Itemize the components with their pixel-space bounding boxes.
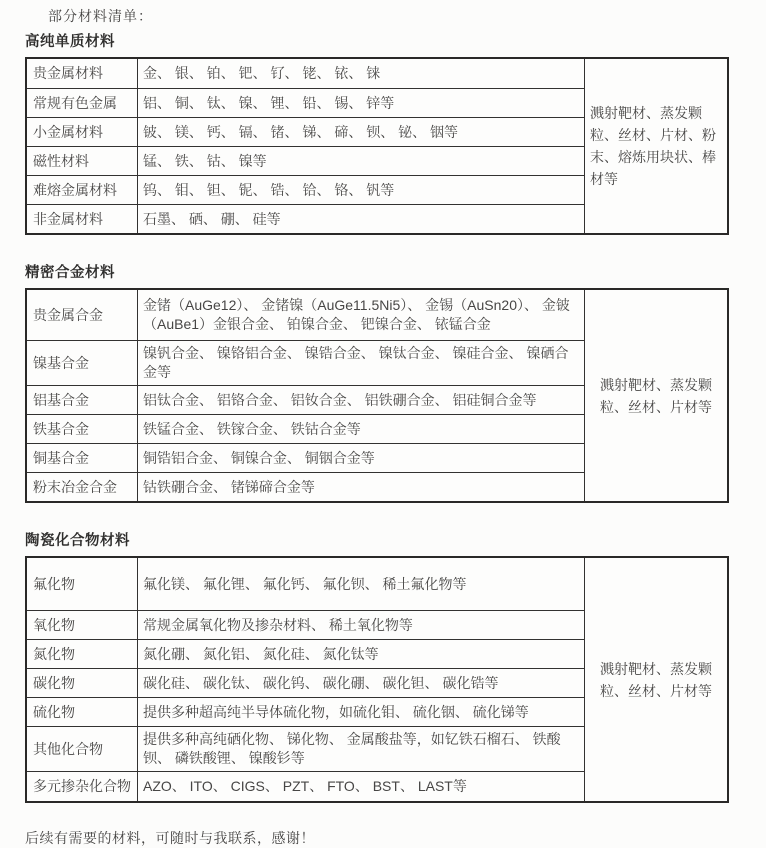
category-cell: 氧化物 [27,611,138,639]
items-cell: 金、 银、 铂、 钯、 钌、 铑、 铱、 铼 [143,65,381,81]
table-row [27,443,584,472]
items-cell: 钨、 钼、 钽、 铌、 锆、 铪、 铬、 钒等 [143,181,395,198]
category-cell: 难熔金属材料 [27,176,138,204]
items-cell: 提供多种高纯硒化物、 锑化物、 金属酸盐等，如钇铁石榴石、 铁酸钡、 磷铁酸锂、 镍酸钐等 [143,731,561,766]
items-cell: 氮化硼、 氮化铝、 氮化硅、 氮化钛等 [143,645,379,662]
table-row [27,771,584,801]
table-row [27,610,584,639]
table-main-columns [27,290,584,501]
category-cell: 贵金属合金 [27,290,138,340]
table-row [27,117,584,146]
category-cell: 氟化物 [27,558,138,610]
table-row [27,472,584,501]
items-cell: 石墨、 硒、 硼、 硅等 [143,210,281,227]
side-note-cell: 溅射靶材、蒸发颗粒、丝材、片材等 [584,290,727,501]
section-heading: 高纯单质材料 [25,34,115,50]
table-high-purity-elements [25,57,729,235]
items-cell: 金锗（AuGe12）、 金锗镍（AuGe11.5Ni5）、 金锡（AuSn20）、 金铍（AuBe1）金银合金、 铂镍合金、 钯镍合金、 铱锰合金 [143,297,570,332]
items-cell: 提供多种超高纯半导体硫化物，如硫化钼、 硫化铟、 硫化锑等 [143,703,529,720]
category-cell: 磁性材料 [27,147,138,175]
table-main-columns [27,59,584,233]
table-row [27,668,584,697]
items-cell: 铝钛合金、 铝铬合金、 铝钕合金、 铝铁硼合金、 铝硅铜合金等 [143,391,537,408]
table-main-columns [27,558,584,801]
category-cell: 铜基合金 [27,444,138,472]
table-row [27,175,584,204]
items-cell: 碳化硅、 碳化钛、 碳化钨、 碳化硼、 碳化钽、 碳化锆等 [143,674,499,691]
table-row [27,290,584,340]
category-cell: 硫化物 [27,698,138,726]
category-cell: 碳化物 [27,669,138,697]
table-row [27,558,584,610]
side-note-cell: 溅射靶材、蒸发颗粒、丝材、片材、粉末、熔炼用块状、棒材等 [584,59,727,233]
items-cell: 常规金属氧化物及掺杂材料、 稀土氧化物等 [143,616,413,633]
items-cell: 钴铁硼合金、 锗锑碲合金等 [143,478,315,495]
category-cell: 小金属材料 [27,118,138,146]
page-title: 部分材料清单： [48,8,153,24]
category-cell: 铁基合金 [27,415,138,443]
items-cell: 锰、 铁、 钴、 镍等 [143,152,267,169]
closing-note: 后续有需要的材料，可随时与我联系，感谢！ [25,830,315,846]
items-cell: 铜锆铝合金、 铜镍合金、 铜铟合金等 [143,449,375,466]
items-cell: 氟化镁、 氟化锂、 氟化钙、 氟化钡、 稀土氟化物等 [143,575,467,592]
table-row [27,204,584,233]
items-cell: 铝、 铜、 钛、 镍、 锂、 铅、 锡、 锌等 [143,94,395,111]
category-cell: 多元掺杂化合物 [27,772,138,801]
category-cell: 其他化合物 [27,727,138,771]
side-note-cell: 溅射靶材、蒸发颗粒、丝材、片材等 [584,558,727,801]
items-cell: 铁锰合金、 铁镓合金、 铁钴合金等 [143,420,361,437]
table-ceramic-compounds [25,556,729,803]
table-row [27,726,584,771]
items-cell: 铍、 镁、 钙、 镉、 锗、 锑、 碲、 钡、 铋、 铟等 [143,123,459,140]
table-precision-alloys [25,288,729,503]
table-row [27,59,584,88]
table-row [27,88,584,117]
section-high-purity-elements [25,30,766,235]
table-row [27,639,584,668]
section-ceramic-compounds [25,529,766,803]
items-cell: 镍钒合金、 镍铬铝合金、 镍锆合金、 镍钛合金、 镍硅合金、 镍硒合金等 [143,345,569,380]
category-cell: 铝基合金 [27,386,138,414]
table-row [27,385,584,414]
table-row [27,146,584,175]
category-cell: 氮化物 [27,640,138,668]
section-heading: 精密合金材料 [25,265,115,281]
table-row [27,697,584,726]
category-cell: 贵金属材料 [27,59,138,88]
category-cell: 常规有色金属 [27,89,138,117]
section-precision-alloys [25,261,766,503]
items-cell: AZO、 ITO、 CIGS、 PZT、 FTO、 BST、 LAST等 [143,778,467,794]
category-cell: 非金属材料 [27,205,138,233]
category-cell: 粉末冶金合金 [27,473,138,501]
category-cell: 镍基合金 [27,341,138,385]
table-row [27,340,584,385]
section-heading: 陶瓷化合物材料 [25,533,130,549]
table-row [27,414,584,443]
